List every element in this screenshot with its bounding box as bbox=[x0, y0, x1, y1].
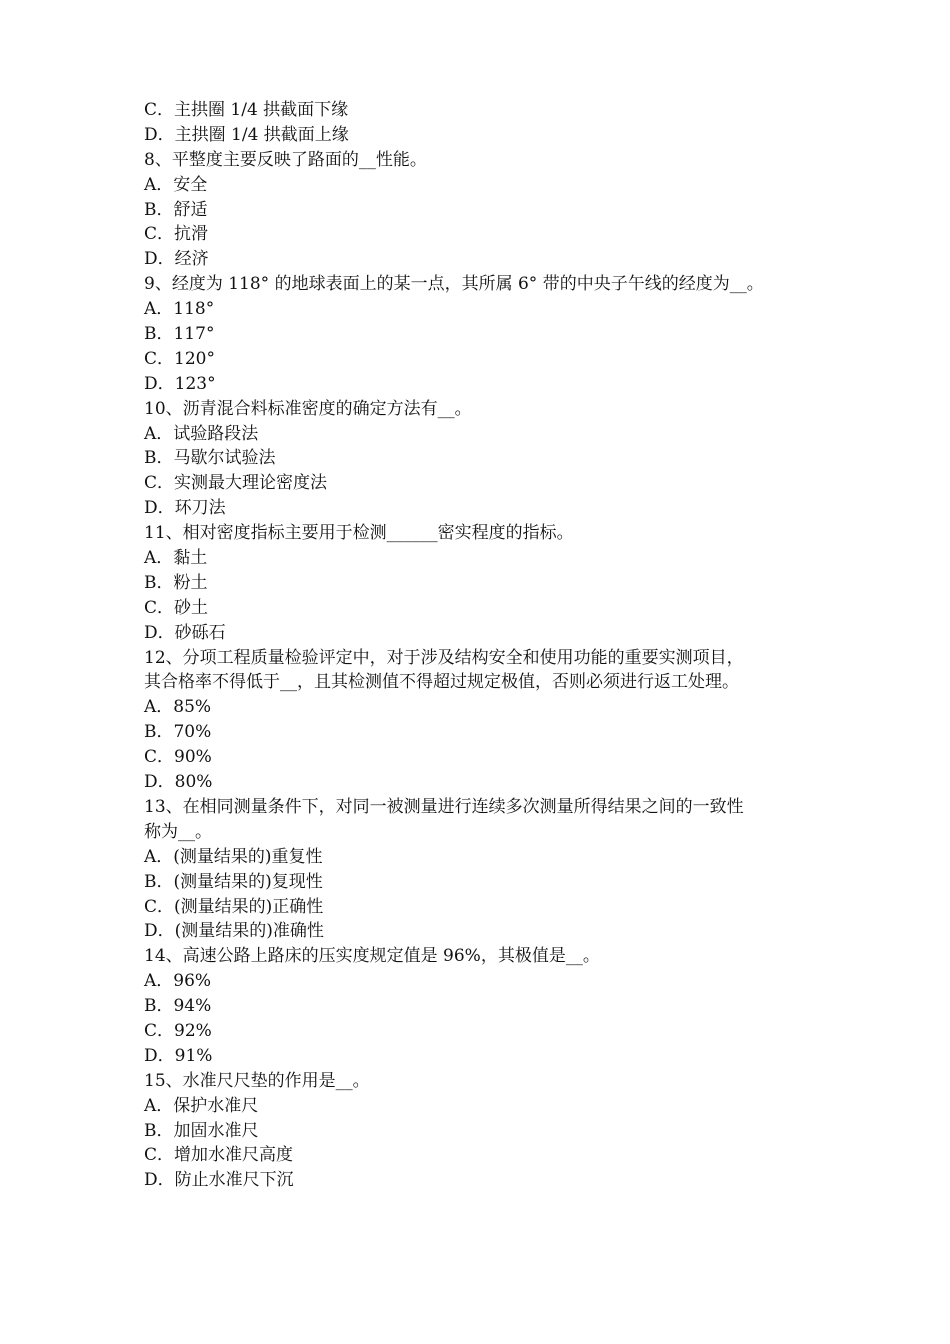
q10-option-b: B．马歇尔试验法 bbox=[144, 448, 276, 469]
q11-option-c: C．砂土 bbox=[144, 597, 209, 618]
question-12-line-2: 其合格率不得低于__，且其检测值不得超过规定极值，否则必须进行返工处理。 bbox=[144, 672, 739, 693]
q15-option-d: D．防止水准尺下沉 bbox=[144, 1170, 294, 1191]
question-13-line-1: 13、在相同测量条件下，对同一被测量进行连续多次测量所得结果之间的一致性 bbox=[144, 796, 744, 817]
q9-option-c: C．120° bbox=[144, 348, 215, 369]
q13-option-b: B．(测量结果的)复现性 bbox=[144, 871, 323, 892]
q13-option-d: D．(测量结果的)准确性 bbox=[144, 921, 324, 942]
q11-option-a: A．黏土 bbox=[144, 548, 208, 569]
q10-option-d: D．环刀法 bbox=[144, 498, 226, 519]
q13-option-c: C．(测量结果的)正确性 bbox=[144, 896, 324, 917]
q9-option-a: A．118° bbox=[144, 299, 215, 320]
q11-option-b: B．粉土 bbox=[144, 572, 208, 593]
question-15: 15、水准尺尺垫的作用是__。 bbox=[144, 1070, 370, 1091]
q14-option-a: A．96% bbox=[144, 971, 212, 992]
q8-option-d: D．经济 bbox=[144, 249, 209, 270]
question-9: 9、经度为 118° 的地球表面上的某一点，其所属 6° 带的中央子午线的经度为__。 bbox=[144, 274, 764, 295]
q14-option-d: D．91% bbox=[144, 1045, 213, 1066]
q8-option-a: A．安全 bbox=[144, 174, 208, 195]
q8-option-b: B．舒适 bbox=[144, 199, 208, 220]
q14-option-b: B．94% bbox=[144, 996, 212, 1017]
option-d-line: D．主拱圈 1/4 拱截面上缘 bbox=[144, 124, 349, 145]
question-12-line-1: 12、分项工程质量检验评定中，对于涉及结构安全和使用功能的重要实测项目， bbox=[144, 647, 744, 668]
q15-option-c: C．增加水准尺高度 bbox=[144, 1145, 294, 1166]
question-10: 10、沥青混合料标准密度的确定方法有__。 bbox=[144, 398, 472, 419]
q9-option-b: B．117° bbox=[144, 324, 215, 345]
q11-option-d: D．砂砾石 bbox=[144, 622, 226, 643]
q9-option-d: D．123° bbox=[144, 373, 216, 394]
q8-option-c: C．抗滑 bbox=[144, 224, 209, 245]
q12-option-d: D．80% bbox=[144, 772, 213, 793]
q12-option-b: B．70% bbox=[144, 722, 212, 743]
document-page bbox=[144, 98, 824, 1193]
q12-option-c: C．90% bbox=[144, 747, 212, 768]
q13-option-a: A．(测量结果的)重复性 bbox=[144, 846, 323, 867]
question-8: 8、平整度主要反映了路面的__性能。 bbox=[144, 149, 427, 170]
q10-option-a: A．试验路段法 bbox=[144, 423, 259, 444]
q15-option-a: A．保护水准尺 bbox=[144, 1095, 259, 1116]
option-c-line: C．主拱圈 1/4 拱截面下缘 bbox=[144, 100, 349, 120]
q15-option-b: B．加固水准尺 bbox=[144, 1120, 259, 1141]
question-14: 14、高速公路上路床的压实度规定值是 96%，其极值是__。 bbox=[144, 946, 600, 967]
q10-option-c: C．实测最大理论密度法 bbox=[144, 473, 328, 494]
q12-option-a: A．85% bbox=[144, 697, 212, 718]
question-13-line-2: 称为__。 bbox=[144, 821, 212, 842]
q14-option-c: C．92% bbox=[144, 1020, 212, 1041]
question-11: 11、相对密度指标主要用于检测______密实程度的指标。 bbox=[144, 523, 574, 544]
